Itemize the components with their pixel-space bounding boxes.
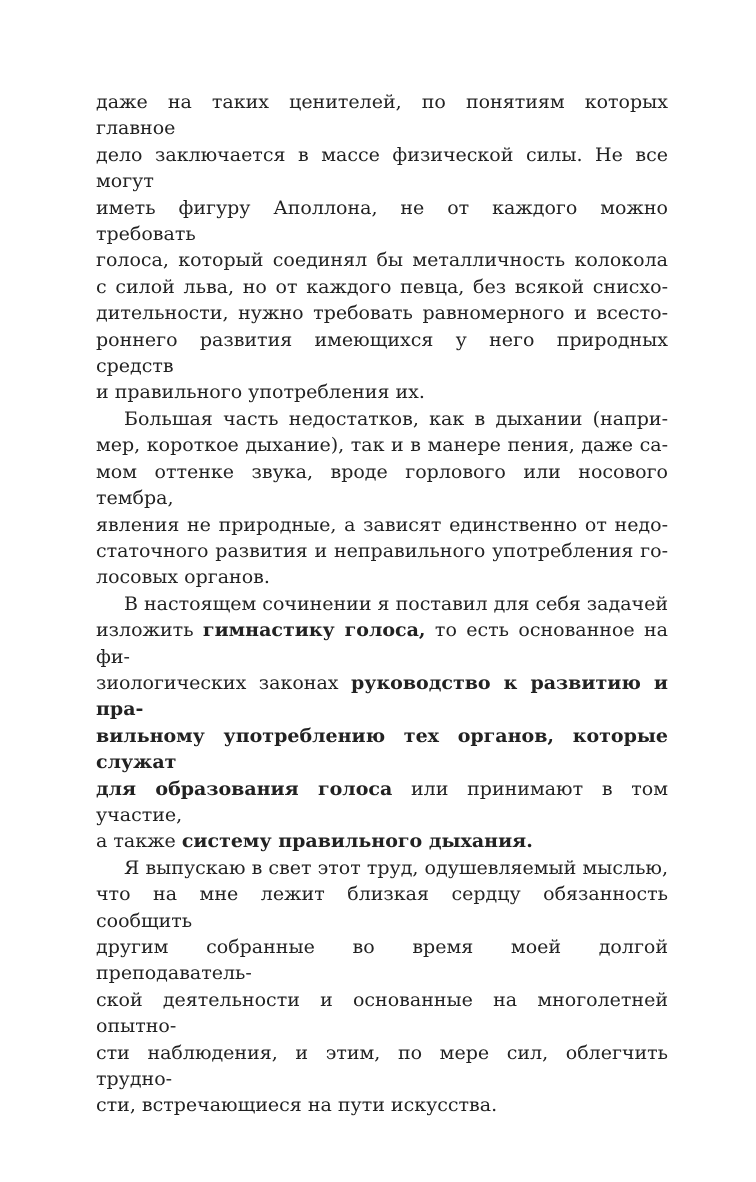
bold-text: для образования голоса [96, 777, 393, 800]
body-text: мом оттенке звука, вроде горлового или носового тембра, [96, 460, 675, 510]
text-line [96, 855, 668, 881]
text-line [96, 406, 668, 432]
body-text: Я выпускаю в свет этот труд, одушевляемый мыслью, [124, 856, 668, 879]
text-line [96, 459, 675, 512]
body-text: то есть основанное на фи- [96, 619, 675, 668]
body-text: роннего развития имеющихся у него природных средств [96, 328, 675, 378]
body-text: ской деятельности и основанные на многолетней опытно- [96, 988, 675, 1038]
body-text: явления не природные, а зависят единственно от недо- [96, 513, 668, 536]
body-text: что на мне лежит близкая сердцу обязанность сообщить [96, 883, 675, 932]
bold-text: руководство к развитию и пра- [96, 671, 675, 721]
body-text: Большая часть недостатков, как в дыхании (напри- [124, 407, 668, 430]
body-text: голоса, который соединял бы металличность колокола [96, 249, 668, 272]
text-line [96, 432, 668, 458]
text-line [96, 142, 675, 195]
paragraph [96, 406, 675, 591]
body-text: изложить [96, 619, 203, 642]
paragraph [96, 591, 675, 855]
text-line [96, 512, 668, 538]
text-block [96, 89, 675, 1119]
bold-text: вильному употреблению тех органов, которые служат [96, 724, 675, 774]
text-line [96, 591, 668, 617]
text-line [96, 776, 675, 829]
text-line [96, 828, 668, 854]
text-line [96, 247, 668, 273]
body-text: сти наблюдения, и этим, по мере сил, облегчить трудно- [96, 1041, 675, 1091]
text-line [96, 379, 668, 405]
text-line [96, 1092, 668, 1118]
body-text: зиологических законах [96, 671, 351, 694]
body-text: дительности, нужно требовать равномерного и всесто- [96, 302, 668, 325]
body-text: дело заключается в массе физической силы. Не все могут [96, 143, 675, 193]
text-line [96, 1040, 675, 1093]
text-line [96, 723, 675, 776]
body-text: а также [96, 830, 182, 853]
text-line [96, 564, 668, 590]
body-text: другим собранные во время моей долгой преподаватель- [96, 936, 675, 985]
text-line [96, 881, 675, 934]
text-line [96, 274, 668, 300]
body-text: лосовых органов. [96, 566, 270, 589]
body-text: мер, короткое дыхание), так и в манере пения, даже са- [96, 434, 668, 457]
bold-text: гимнастику голоса, [202, 619, 426, 642]
bold-text: систему правильного дыхания. [181, 830, 533, 853]
body-text: или принимают в том участие, [96, 777, 675, 826]
text-line [96, 617, 675, 670]
text-line [96, 670, 675, 723]
body-text: сти, встречающиеся на пути искусства. [96, 1094, 498, 1117]
body-text: даже на таких ценителей, по понятиям которых главное [96, 91, 675, 140]
text-line [96, 987, 675, 1040]
text-line [96, 538, 668, 564]
paragraph [96, 855, 675, 1119]
text-line [96, 300, 668, 326]
text-line [96, 89, 675, 142]
body-text: иметь фигуру Аполлона, не от каждого можно требовать [96, 196, 675, 246]
paragraph [96, 89, 675, 406]
body-text: и правильного употребления их. [96, 381, 425, 404]
text-line [96, 327, 675, 380]
body-text: В настоящем сочинении я поставил для себя задачей [124, 592, 668, 615]
text-line [96, 195, 675, 248]
text-line [96, 934, 675, 987]
body-text: с силой льва, но от каждого певца, без всякой снисхо- [96, 275, 668, 298]
body-text: статочного развития и неправильного употребления го- [96, 539, 668, 562]
